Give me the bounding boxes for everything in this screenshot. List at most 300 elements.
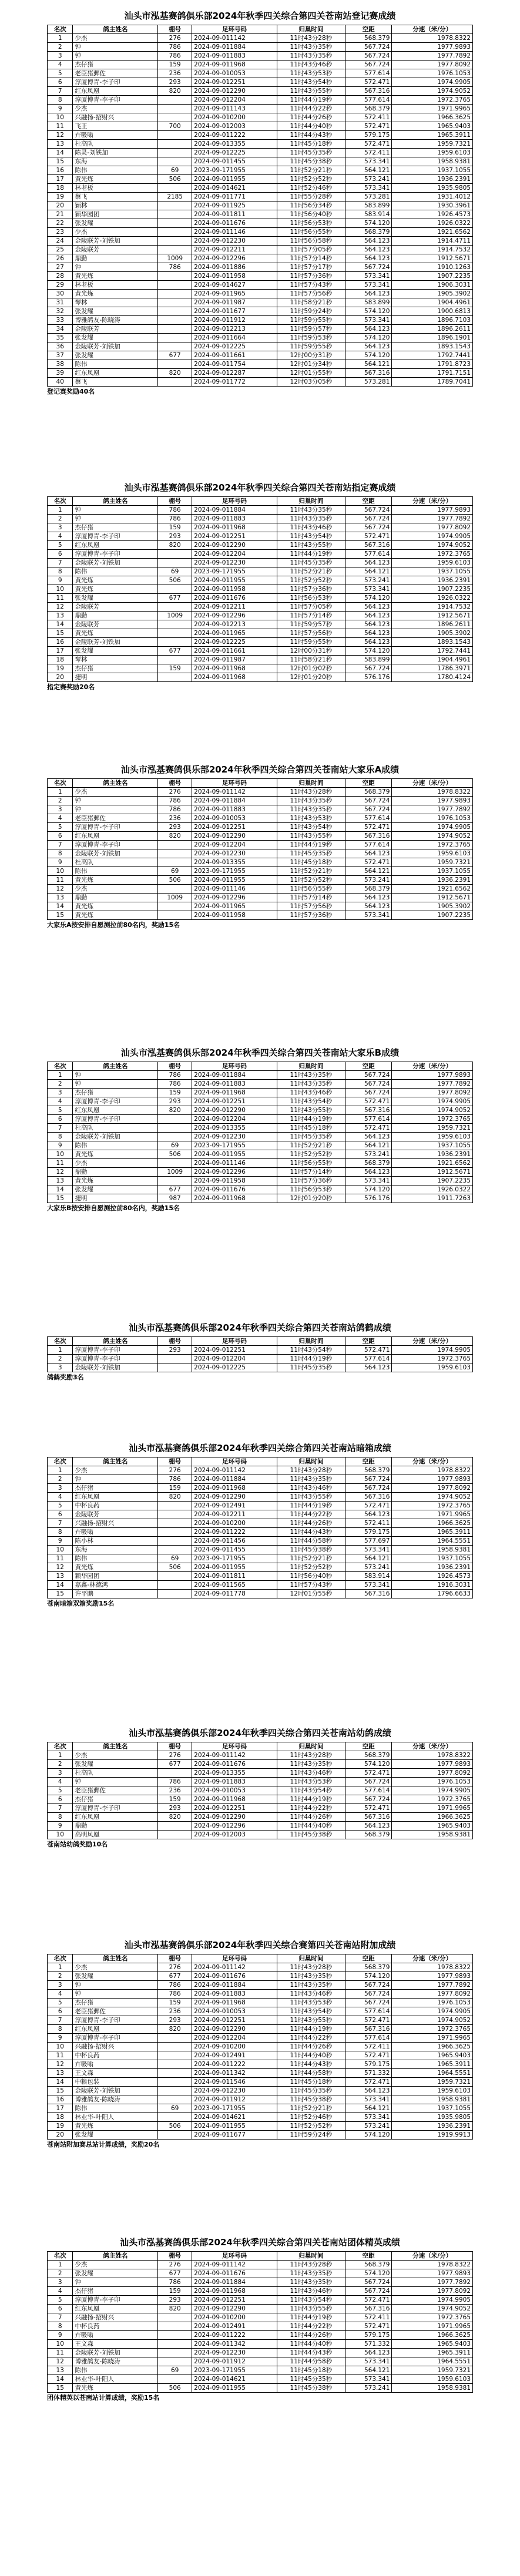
- table-cell: 金陵联芳-刘铁加: [73, 237, 158, 246]
- table-cell: 林业华-叶阳人: [73, 2113, 158, 2122]
- column-header: 空距: [345, 1337, 392, 1346]
- table-row: [48, 603, 473, 612]
- table-cell: 陈伟: [73, 2366, 158, 2375]
- section-footer-note: 苍南暗箱双箱奖励15名: [47, 1600, 115, 1607]
- table-cell: 17: [48, 175, 73, 184]
- table-cell: 700: [158, 122, 192, 131]
- table-cell: 15: [48, 911, 73, 920]
- column-header: 名次: [48, 1457, 73, 1466]
- table-cell: 677: [158, 351, 192, 360]
- table-cell: 11时43分28秒: [277, 1751, 345, 1760]
- table-cell: 11时44分26秒: [277, 2331, 345, 2340]
- table-cell: 7: [48, 1519, 73, 1528]
- table-row: [48, 1089, 473, 1097]
- table-cell: 3: [48, 523, 73, 532]
- table-cell: [158, 307, 192, 316]
- table-cell: 69: [158, 567, 192, 576]
- table-cell: 577.614: [345, 69, 392, 78]
- table-cell: 1972.3765: [392, 1355, 473, 1363]
- table-row: [48, 316, 473, 325]
- table-cell: 1977.7892: [392, 1981, 473, 1990]
- table-cell: 1921.6562: [392, 1159, 473, 1168]
- table-cell: 蔡飞: [73, 193, 158, 201]
- table-cell: 5: [48, 69, 73, 78]
- table-cell: 6: [48, 1115, 73, 1124]
- table-cell: 14: [48, 149, 73, 157]
- table-cell: 11时43分35秒: [277, 1071, 345, 1080]
- table-cell: 22: [48, 219, 73, 228]
- table-cell: 捷明: [73, 673, 158, 682]
- table-row: [48, 34, 473, 43]
- table-cell: 1937.1055: [392, 2104, 473, 2113]
- table-row: [48, 876, 473, 885]
- table-cell: 陈伟: [73, 867, 158, 876]
- table-row: [48, 2305, 473, 2313]
- table-row: [48, 113, 473, 122]
- table-cell: 12时01分02秒: [277, 664, 345, 673]
- table-cell: 1974.9905: [392, 2007, 473, 2016]
- table-cell: 2024-09-011811: [192, 210, 277, 219]
- table-cell: 2024-09-011142: [192, 34, 277, 43]
- table-cell: [158, 2313, 192, 2322]
- table-cell: [158, 378, 192, 387]
- table-cell: 2024-09-012230: [192, 2087, 277, 2095]
- table-cell: 红东凤凰: [73, 832, 158, 841]
- table-cell: 1977.8092: [392, 1089, 473, 1097]
- table-cell: 2024-09-011146: [192, 885, 277, 894]
- table-row: [48, 620, 473, 629]
- table-cell: 张发耀: [73, 1185, 158, 1194]
- table-cell: 1907.2235: [392, 911, 473, 920]
- table-row: [48, 122, 473, 131]
- table-cell: 1972.3765: [392, 1502, 473, 1510]
- table-cell: 579.175: [345, 2060, 392, 2069]
- table-cell: 1959.6103: [392, 1363, 473, 1372]
- table-row: [48, 184, 473, 193]
- table-cell: 293: [158, 1804, 192, 1813]
- results-section: [47, 1724, 473, 1850]
- table-cell: 11时57分36秒: [277, 1177, 345, 1185]
- table-cell: 568.379: [345, 105, 392, 113]
- table-cell: 1: [48, 1071, 73, 1080]
- table-cell: 11时59分57秒: [277, 325, 345, 334]
- table-cell: 鼎勤: [73, 612, 158, 620]
- table-cell: 2024-09-012491: [192, 2051, 277, 2060]
- table-cell: 12时01分20秒: [277, 1194, 345, 1203]
- table-cell: 11时43分55秒: [277, 1106, 345, 1115]
- table-cell: 2024-09-011883: [192, 1778, 277, 1786]
- table-row: [48, 2269, 473, 2278]
- table-row: [48, 832, 473, 841]
- table-cell: 2024-09-012251: [192, 823, 277, 832]
- section-footer-note: 团体精英以苍南站计算成绩，奖励15名: [47, 2394, 160, 2402]
- table-row: [48, 2025, 473, 2034]
- table-cell: 786: [158, 1080, 192, 1089]
- table-cell: 15: [48, 1194, 73, 1203]
- table-cell: 11时44分19秒: [277, 2025, 345, 2034]
- table-cell: 1896.2611: [392, 620, 473, 629]
- table-cell: 淳厦博青-李子印: [73, 841, 158, 849]
- table-row: [48, 1804, 473, 1813]
- table-cell: 572.471: [345, 78, 392, 87]
- table-cell: 820: [158, 541, 192, 550]
- table-cell: [158, 272, 192, 281]
- table-cell: 786: [158, 515, 192, 523]
- column-header: 名次: [48, 1337, 73, 1346]
- table-cell: 9: [48, 1537, 73, 1546]
- table-cell: 2: [48, 1972, 73, 1981]
- table-cell: [158, 237, 192, 246]
- table-cell: 572.411: [345, 2043, 392, 2051]
- table-cell: 11时43分53秒: [277, 1999, 345, 2007]
- table-cell: 583.899: [345, 201, 392, 210]
- table-cell: 567.724: [345, 1089, 392, 1097]
- header-row: [48, 1742, 473, 1751]
- table-cell: 8: [48, 567, 73, 576]
- table-cell: 11时45分18秒: [277, 2366, 345, 2375]
- table-cell: 杰仔猪: [73, 664, 158, 673]
- column-header: 鸽主姓名: [73, 497, 158, 506]
- table-cell: 11时52分52秒: [277, 175, 345, 184]
- table-cell: 506: [158, 1150, 192, 1159]
- table-cell: 159: [158, 664, 192, 673]
- table-cell: 573.341: [345, 585, 392, 594]
- table-cell: 黄光炼: [73, 2384, 158, 2393]
- table-cell: [158, 325, 192, 334]
- table-cell: 11时44分43秒: [277, 2060, 345, 2069]
- table-cell: 1905.3902: [392, 902, 473, 911]
- table-cell: 573.241: [345, 876, 392, 885]
- table-row: [48, 175, 473, 184]
- table-cell: 2024-09-011676: [192, 219, 277, 228]
- section-title: 汕头市泓基赛鸽俱乐部2024年秋季四关综合第四关苍南站大家乐B成绩: [120, 1047, 400, 1058]
- table-row: [48, 1581, 473, 1590]
- table-cell: 3: [48, 1484, 73, 1493]
- table-row: [48, 2384, 473, 2393]
- results-table: [47, 1954, 473, 2140]
- table-cell: 11时56分55秒: [277, 228, 345, 237]
- table-cell: 11时52分21秒: [277, 166, 345, 175]
- column-header: 分速（米/分）: [392, 25, 473, 34]
- table-cell: 7: [48, 559, 73, 567]
- table-cell: 29: [48, 281, 73, 290]
- table-cell: 236: [158, 69, 192, 78]
- table-row: [48, 342, 473, 351]
- table-cell: 琴林: [73, 298, 158, 307]
- table-cell: 金陵联芳-刘铁加: [73, 2349, 158, 2357]
- table-cell: 293: [158, 823, 192, 832]
- column-header: 鸽主姓名: [73, 1062, 158, 1071]
- table-cell: 11时43分35秒: [277, 797, 345, 805]
- table-cell: 567.316: [345, 87, 392, 96]
- table-cell: 12: [48, 2060, 73, 2069]
- column-header: 足环号码: [192, 1337, 277, 1346]
- table-cell: 506: [158, 576, 192, 585]
- table-cell: 1974.9905: [392, 1786, 473, 1795]
- section-title: 汕头市泓基赛鸽俱乐部2024年秋季四关综合第四关苍南站暗箱成绩: [129, 1443, 391, 1453]
- table-cell: 1959.7321: [392, 2078, 473, 2087]
- table-cell: 573.341: [345, 2095, 392, 2104]
- table-cell: 11时43分28秒: [277, 2261, 345, 2269]
- table-cell: 黄光炼: [73, 290, 158, 298]
- section-title: 汕头市泓基赛鸽俱乐部2024年秋季四关综合赛第四关苍南站附加成绩: [124, 1940, 396, 1950]
- table-row: [48, 2113, 473, 2122]
- table-cell: 14: [48, 1185, 73, 1194]
- table-cell: 11时44分40秒: [277, 122, 345, 131]
- table-cell: 573.341: [345, 2357, 392, 2366]
- table-cell: 2024-09-011661: [192, 351, 277, 360]
- table-row: [48, 2095, 473, 2104]
- table-cell: 鼎勤: [73, 254, 158, 263]
- table-cell: 10: [48, 113, 73, 122]
- table-cell: 2024-09-011968: [192, 1194, 277, 1203]
- table-cell: 572.471: [345, 2322, 392, 2331]
- table-cell: 573.341: [345, 272, 392, 281]
- table-cell: 2024-09-011146: [192, 228, 277, 237]
- table-cell: 506: [158, 2384, 192, 2393]
- table-cell: 2024-09-011968: [192, 1089, 277, 1097]
- table-cell: 钟: [73, 1475, 158, 1484]
- table-cell: 2024-09-010200: [192, 2313, 277, 2322]
- table-cell: 2024-09-011811: [192, 1572, 277, 1581]
- table-cell: 573.281: [345, 193, 392, 201]
- table-cell: 红东凤凰: [73, 1813, 158, 1822]
- table-cell: 11时58分21秒: [277, 656, 345, 664]
- table-cell: 39: [48, 369, 73, 378]
- table-cell: [158, 131, 192, 140]
- table-row: [48, 902, 473, 911]
- table-cell: 2024-09-012230: [192, 559, 277, 567]
- table-cell: 11时44分40秒: [277, 1822, 345, 1831]
- table-cell: 2024-09-011771: [192, 193, 277, 201]
- table-row: [48, 1106, 473, 1115]
- table-cell: [158, 2349, 192, 2357]
- table-cell: 786: [158, 52, 192, 61]
- table-cell: 1791.7151: [392, 369, 473, 378]
- column-header: 归巢时间: [277, 2252, 345, 2261]
- table-cell: 1935.9805: [392, 2113, 473, 2122]
- table-cell: 杜高队: [73, 858, 158, 867]
- table-cell: 159: [158, 1089, 192, 1097]
- table-cell: 2024-09-012230: [192, 237, 277, 246]
- table-cell: 2024-09-011987: [192, 298, 277, 307]
- table-cell: 567.316: [345, 369, 392, 378]
- table-row: [48, 2034, 473, 2043]
- table-cell: 1977.8092: [392, 61, 473, 69]
- table-cell: 11时43分35秒: [277, 1972, 345, 1981]
- column-header: 鸽主姓名: [73, 2252, 158, 2261]
- table-row: [48, 1590, 473, 1598]
- table-cell: 1904.4961: [392, 656, 473, 664]
- table-cell: 1972.3765: [392, 2025, 473, 2034]
- column-header: 归巢时间: [277, 1742, 345, 1751]
- table-cell: 4: [48, 1778, 73, 1786]
- table-row: [48, 2060, 473, 2069]
- table-cell: 博雅鸽友-陈晓涛: [73, 316, 158, 325]
- table-cell: [158, 1133, 192, 1141]
- table-cell: 淳厦博青-李子印: [73, 96, 158, 105]
- table-cell: 1936.2391: [392, 876, 473, 885]
- table-cell: 陈灵-刘铁加: [73, 149, 158, 157]
- table-cell: 11时56分53秒: [277, 219, 345, 228]
- table-cell: 黄光炼: [73, 272, 158, 281]
- table-cell: 567.316: [345, 2305, 392, 2313]
- table-cell: 11时43分54秒: [277, 2007, 345, 2016]
- table-cell: 820: [158, 369, 192, 378]
- column-header: 足环号码: [192, 497, 277, 506]
- table-cell: [158, 858, 192, 867]
- table-cell: 1009: [158, 254, 192, 263]
- table-cell: 2024-09-011958: [192, 1177, 277, 1185]
- table-cell: 568.379: [345, 788, 392, 797]
- table-row: [48, 2131, 473, 2140]
- table-cell: 1910.1263: [392, 263, 473, 272]
- table-cell: 577.614: [345, 1786, 392, 1795]
- table-cell: [158, 656, 192, 664]
- table-cell: 5: [48, 1502, 73, 1510]
- table-cell: 1896.1901: [392, 334, 473, 342]
- table-cell: 1907.2235: [392, 1177, 473, 1185]
- table-cell: 2024-09-011912: [192, 2357, 277, 2366]
- column-header: 分速（米/分）: [392, 1954, 473, 1963]
- table-cell: 少杰: [73, 1751, 158, 1760]
- table-cell: 577.614: [345, 2007, 392, 2016]
- table-row: [48, 2078, 473, 2087]
- table-cell: [158, 1115, 192, 1124]
- table-cell: 2024-09-011968: [192, 1795, 277, 1804]
- table-cell: 1964.5551: [392, 1537, 473, 1546]
- table-row: [48, 237, 473, 246]
- table-row: [48, 325, 473, 334]
- table-cell: 16: [48, 166, 73, 175]
- header-row: [48, 1954, 473, 1963]
- table-cell: 1971.9965: [392, 1804, 473, 1813]
- table-cell: 2024-09-011987: [192, 656, 277, 664]
- table-cell: 2024-09-012213: [192, 325, 277, 334]
- table-cell: 2024-09-011754: [192, 360, 277, 369]
- table-cell: 1959.7321: [392, 2366, 473, 2375]
- table-cell: 1959.7321: [392, 858, 473, 867]
- table-cell: 564.123: [345, 254, 392, 263]
- table-cell: [158, 140, 192, 149]
- table-cell: 1959.6103: [392, 2087, 473, 2095]
- table-row: [48, 1786, 473, 1795]
- table-cell: 1796.6633: [392, 1590, 473, 1598]
- table-cell: 金陵联芳: [73, 603, 158, 612]
- table-cell: 1959.6103: [392, 149, 473, 157]
- table-cell: 567.724: [345, 1484, 392, 1493]
- table-cell: 11时45分35秒: [277, 149, 345, 157]
- table-cell: 2024-09-011664: [192, 334, 277, 342]
- table-cell: 琴林: [73, 656, 158, 664]
- table-cell: 黄光炼: [73, 911, 158, 920]
- table-cell: 黄光炼: [73, 175, 158, 184]
- table-cell: 573.241: [345, 576, 392, 585]
- table-cell: 陈伟: [73, 567, 158, 576]
- table-cell: 17: [48, 647, 73, 656]
- table-cell: 564.123: [345, 603, 392, 612]
- table-cell: 2024-09-011912: [192, 2095, 277, 2104]
- column-header: 分速（米/分）: [392, 1337, 473, 1346]
- table-row: [48, 638, 473, 647]
- table-cell: 11时44分58秒: [277, 1537, 345, 1546]
- table-cell: 12: [48, 2357, 73, 2366]
- header-row: [48, 1337, 473, 1346]
- table-cell: 1978.8322: [392, 1751, 473, 1760]
- table-cell: 11时57分36秒: [277, 911, 345, 920]
- table-cell: 1: [48, 1963, 73, 1972]
- table-cell: 2023-09-171955: [192, 1554, 277, 1563]
- table-cell: 少杰: [73, 885, 158, 894]
- table-cell: 11时59分53秒: [277, 334, 345, 342]
- table-row: [48, 1150, 473, 1159]
- table-cell: 572.471: [345, 2051, 392, 2060]
- results-table: [47, 1336, 473, 1372]
- table-cell: [158, 2131, 192, 2140]
- table-cell: [158, 201, 192, 210]
- table-cell: 1971.9965: [392, 1510, 473, 1519]
- table-cell: 2024-09-011661: [192, 647, 277, 656]
- table-cell: 11时43分35秒: [277, 805, 345, 814]
- table-cell: 276: [158, 788, 192, 797]
- table-cell: 1965.3911: [392, 131, 473, 140]
- section-title: 汕头市泓基赛鸽俱乐部2024年秋季四关综合第四关苍南站团体精英成绩: [120, 2237, 400, 2248]
- table-cell: 张发耀: [73, 2131, 158, 2140]
- table-cell: 1959.6103: [392, 559, 473, 567]
- column-header: 归巢时间: [277, 1954, 345, 1963]
- table-cell: 10: [48, 1546, 73, 1554]
- table-cell: 2024-09-012211: [192, 1510, 277, 1519]
- table-cell: 2024-09-012491: [192, 2322, 277, 2331]
- table-cell: 1977.7892: [392, 52, 473, 61]
- table-cell: 11时44分19秒: [277, 2313, 345, 2322]
- table-row: [48, 360, 473, 369]
- table-row: [48, 2043, 473, 2051]
- table-cell: [158, 281, 192, 290]
- table-cell: 金陵联芳: [73, 246, 158, 254]
- table-row: [48, 805, 473, 814]
- table-cell: 567.724: [345, 2278, 392, 2287]
- table-cell: 677: [158, 1972, 192, 1981]
- table-cell: 11时43分28秒: [277, 788, 345, 797]
- table-cell: 69: [158, 2104, 192, 2113]
- table-row: [48, 647, 473, 656]
- table-cell: 2024-09-011965: [192, 902, 277, 911]
- table-cell: 11时45分35秒: [277, 2375, 345, 2384]
- table-cell: 37: [48, 351, 73, 360]
- column-header: 棚号: [158, 497, 192, 506]
- table-cell: 564.123: [345, 342, 392, 351]
- table-cell: 11时43分28秒: [277, 34, 345, 43]
- table-cell: 1974.9052: [392, 2016, 473, 2025]
- table-cell: 1937.1055: [392, 867, 473, 876]
- table-cell: 1936.2391: [392, 1563, 473, 1572]
- table-cell: 卉吸嗡: [73, 2331, 158, 2340]
- table-cell: 2024-09-012204: [192, 841, 277, 849]
- table-cell: 杰仔猪: [73, 1999, 158, 2007]
- table-cell: 钟: [73, 52, 158, 61]
- table-cell: 579.175: [345, 1528, 392, 1537]
- table-cell: 12: [48, 885, 73, 894]
- table-cell: 11时57分14秒: [277, 1168, 345, 1177]
- table-cell: 高明凤凰: [73, 1831, 158, 1839]
- column-header: 名次: [48, 779, 73, 788]
- column-header: 空距: [345, 779, 392, 788]
- table-row: [48, 867, 473, 876]
- results-section: [47, 1044, 473, 1214]
- table-cell: 1904.4961: [392, 298, 473, 307]
- column-header: 足环号码: [192, 25, 277, 34]
